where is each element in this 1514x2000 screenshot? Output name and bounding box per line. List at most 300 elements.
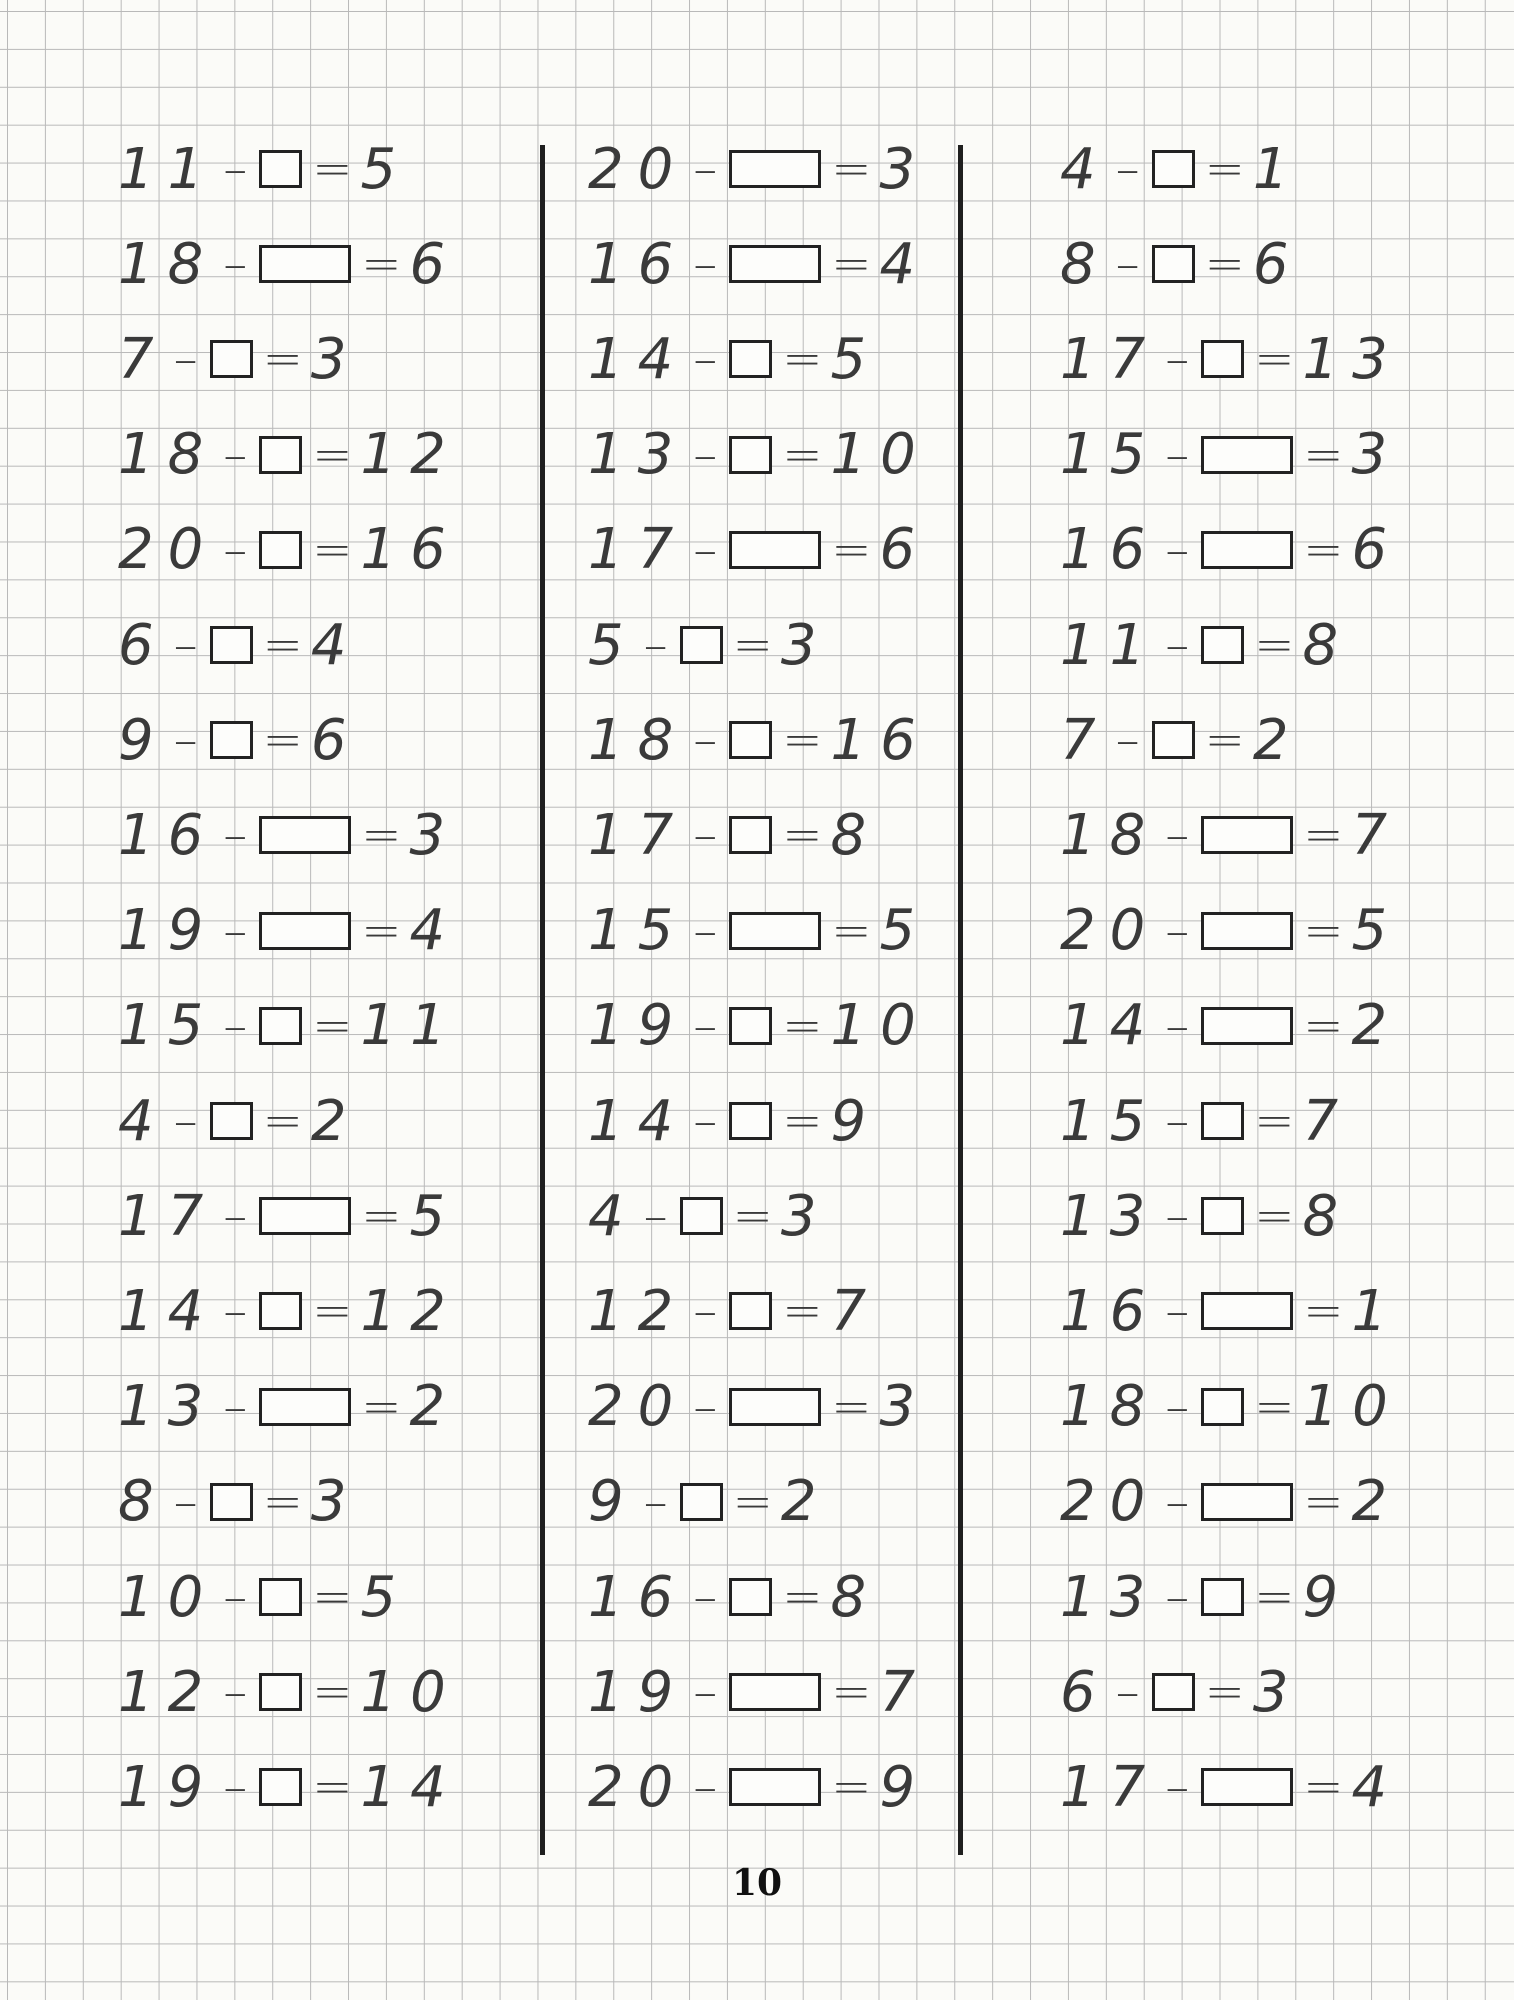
minuend: 13 bbox=[118, 1374, 218, 1440]
minus-sign: – bbox=[693, 807, 720, 864]
minus-sign: – bbox=[223, 521, 250, 578]
minus-sign: – bbox=[693, 426, 720, 483]
answer-box[interactable] bbox=[259, 1197, 351, 1235]
minus-sign: – bbox=[643, 1188, 670, 1245]
equation-row bbox=[588, 1565, 880, 1629]
equation-row bbox=[588, 1279, 880, 1343]
difference: 3 bbox=[780, 612, 831, 678]
minuend: 11 bbox=[1060, 612, 1160, 678]
difference: 2 bbox=[409, 1374, 460, 1440]
minuend: 9 bbox=[588, 1469, 638, 1535]
minuend: 18 bbox=[118, 422, 218, 488]
equals-sign: = bbox=[1254, 1378, 1297, 1435]
answer-box[interactable] bbox=[729, 340, 772, 378]
minuend: 13 bbox=[1060, 1564, 1160, 1630]
equation-row bbox=[118, 1470, 361, 1534]
minuend: 8 bbox=[1060, 231, 1110, 297]
minus-sign: – bbox=[223, 1759, 250, 1816]
minus-sign: – bbox=[223, 1283, 250, 1340]
equation-row bbox=[588, 1470, 831, 1534]
equation-row bbox=[588, 1660, 929, 1724]
equals-sign: = bbox=[1204, 1664, 1247, 1721]
equation-column-3 bbox=[1060, 0, 1514, 1860]
answer-box[interactable] bbox=[259, 1768, 302, 1806]
equals-sign: = bbox=[1204, 236, 1247, 293]
difference: 12 bbox=[360, 422, 460, 488]
answer-box[interactable] bbox=[259, 912, 351, 950]
minuend: 15 bbox=[1060, 422, 1160, 488]
minus-sign: – bbox=[1115, 141, 1142, 197]
minus-sign: – bbox=[223, 1188, 250, 1245]
difference: 3 bbox=[310, 1469, 361, 1535]
equals-sign: = bbox=[361, 807, 404, 864]
minus-sign: – bbox=[693, 331, 720, 388]
difference: 5 bbox=[1351, 898, 1402, 964]
minuend: 14 bbox=[588, 1088, 688, 1154]
minuend: 4 bbox=[1060, 136, 1110, 202]
equation-row bbox=[1060, 1565, 1352, 1629]
equals-sign: = bbox=[262, 331, 305, 388]
equation-row bbox=[1060, 423, 1401, 487]
minuend: 19 bbox=[118, 898, 218, 964]
answer-box[interactable] bbox=[729, 1292, 772, 1330]
answer-box[interactable] bbox=[210, 1102, 253, 1140]
minuend: 6 bbox=[118, 612, 168, 678]
minus-sign: – bbox=[643, 1473, 670, 1530]
equals-sign: = bbox=[1303, 521, 1346, 578]
minus-sign: – bbox=[1165, 902, 1192, 959]
minus-sign: – bbox=[1165, 1473, 1192, 1530]
answer-box[interactable] bbox=[259, 150, 302, 188]
minuend: 18 bbox=[588, 707, 688, 773]
difference: 3 bbox=[780, 1183, 831, 1249]
equation-row bbox=[588, 1184, 831, 1248]
minuend: 20 bbox=[1060, 1469, 1160, 1535]
page-number: 10 bbox=[731, 1862, 783, 1904]
equation-row bbox=[1060, 994, 1401, 1058]
equals-sign: = bbox=[312, 1664, 355, 1721]
minuend: 18 bbox=[118, 231, 218, 297]
equation-row bbox=[118, 518, 460, 582]
answer-box[interactable] bbox=[729, 531, 821, 569]
answer-box[interactable] bbox=[729, 1673, 821, 1711]
answer-box[interactable] bbox=[1201, 816, 1293, 854]
equals-sign: = bbox=[312, 426, 355, 483]
difference: 9 bbox=[830, 1088, 881, 1154]
difference: 7 bbox=[879, 1659, 930, 1725]
equation-row bbox=[588, 803, 880, 867]
equals-sign: = bbox=[262, 617, 305, 673]
equals-sign: = bbox=[1204, 141, 1247, 197]
difference: 9 bbox=[1302, 1564, 1353, 1630]
equation-row bbox=[1060, 327, 1402, 391]
minus-sign: – bbox=[173, 1093, 200, 1149]
answer-box[interactable] bbox=[729, 436, 772, 474]
minuend: 16 bbox=[588, 231, 688, 297]
answer-box[interactable] bbox=[1152, 721, 1195, 759]
equation-row bbox=[118, 137, 410, 201]
minuend: 7 bbox=[118, 326, 168, 392]
minus-sign: – bbox=[223, 997, 250, 1054]
answer-box[interactable] bbox=[1152, 1673, 1195, 1711]
minuend: 17 bbox=[118, 1183, 218, 1249]
equals-sign: = bbox=[831, 1378, 874, 1435]
minuend: 7 bbox=[1060, 707, 1110, 773]
difference: 8 bbox=[830, 1564, 881, 1630]
equals-sign: = bbox=[831, 902, 874, 959]
equals-sign: = bbox=[1204, 712, 1247, 769]
answer-box[interactable] bbox=[1201, 626, 1244, 664]
difference: 3 bbox=[409, 802, 460, 868]
difference: 2 bbox=[310, 1088, 361, 1154]
equals-sign: = bbox=[262, 712, 305, 769]
minuend: 12 bbox=[118, 1659, 218, 1725]
difference: 3 bbox=[310, 326, 361, 392]
minuend: 16 bbox=[1060, 1278, 1160, 1344]
equals-sign: = bbox=[782, 997, 825, 1054]
minus-sign: – bbox=[693, 902, 720, 959]
minuend: 10 bbox=[118, 1564, 218, 1630]
difference: 4 bbox=[310, 612, 361, 678]
minuend: 17 bbox=[588, 517, 688, 583]
difference: 3 bbox=[879, 1374, 930, 1440]
equation-row bbox=[1060, 1755, 1401, 1819]
equation-row bbox=[118, 232, 459, 296]
equation-column-1 bbox=[118, 0, 578, 1860]
minus-sign: – bbox=[173, 712, 200, 769]
minus-sign: – bbox=[1115, 236, 1142, 293]
minuend: 14 bbox=[1060, 993, 1160, 1059]
difference: 4 bbox=[1351, 1754, 1402, 1820]
equals-sign: = bbox=[782, 1283, 825, 1340]
minus-sign: – bbox=[173, 617, 200, 673]
equals-sign: = bbox=[312, 141, 355, 197]
answer-box[interactable] bbox=[259, 816, 351, 854]
minuend: 19 bbox=[588, 1659, 688, 1725]
equation-row bbox=[1060, 518, 1401, 582]
minus-sign: – bbox=[693, 997, 720, 1054]
answer-box[interactable] bbox=[1201, 912, 1293, 950]
equals-sign: = bbox=[732, 617, 775, 673]
minuend: 20 bbox=[118, 517, 218, 583]
difference: 6 bbox=[409, 231, 460, 297]
minus-sign: – bbox=[1165, 1378, 1192, 1435]
equation-row bbox=[1060, 232, 1303, 296]
equals-sign: = bbox=[831, 236, 874, 293]
answer-box[interactable] bbox=[1201, 1483, 1293, 1521]
equation-row bbox=[1060, 708, 1303, 772]
equals-sign: = bbox=[1254, 617, 1297, 673]
minuend: 15 bbox=[118, 993, 218, 1059]
answer-box[interactable] bbox=[259, 245, 351, 283]
difference: 1 bbox=[1351, 1278, 1402, 1344]
answer-box[interactable] bbox=[680, 626, 723, 664]
equals-sign: = bbox=[782, 712, 825, 769]
minus-sign: – bbox=[693, 141, 720, 197]
answer-box[interactable] bbox=[729, 912, 821, 950]
difference: 2 bbox=[1351, 993, 1402, 1059]
difference: 13 bbox=[1302, 326, 1402, 392]
answer-box[interactable] bbox=[210, 721, 253, 759]
minus-sign: – bbox=[1115, 712, 1142, 769]
difference: 5 bbox=[830, 326, 881, 392]
minuend: 16 bbox=[118, 802, 218, 868]
equals-sign: = bbox=[1254, 331, 1297, 388]
difference: 5 bbox=[409, 1183, 460, 1249]
equation-row bbox=[588, 613, 831, 677]
equation-row bbox=[1060, 1375, 1402, 1439]
equation-row bbox=[1060, 803, 1401, 867]
equation-row bbox=[118, 423, 460, 487]
equation-row bbox=[118, 1565, 410, 1629]
minus-sign: – bbox=[1115, 1664, 1142, 1721]
equals-sign: = bbox=[1303, 807, 1346, 864]
equation-row bbox=[1060, 137, 1303, 201]
answer-box[interactable] bbox=[259, 1578, 302, 1616]
equation-row bbox=[118, 327, 361, 391]
equals-sign: = bbox=[782, 331, 825, 388]
minuend: 20 bbox=[588, 136, 688, 202]
difference: 2 bbox=[780, 1469, 831, 1535]
answer-box[interactable] bbox=[680, 1483, 723, 1521]
answer-box[interactable] bbox=[1201, 340, 1244, 378]
answer-box[interactable] bbox=[259, 1007, 302, 1045]
answer-box[interactable] bbox=[1201, 531, 1293, 569]
equals-sign: = bbox=[732, 1188, 775, 1245]
difference: 3 bbox=[1252, 1659, 1303, 1725]
minus-sign: – bbox=[693, 1283, 720, 1340]
answer-box[interactable] bbox=[210, 1483, 253, 1521]
difference: 10 bbox=[830, 993, 930, 1059]
equals-sign: = bbox=[831, 141, 874, 197]
equals-sign: = bbox=[1303, 1473, 1346, 1530]
minuend: 15 bbox=[588, 898, 688, 964]
equation-row bbox=[118, 1660, 460, 1724]
equals-sign: = bbox=[1303, 902, 1346, 959]
minuend: 20 bbox=[588, 1374, 688, 1440]
answer-box[interactable] bbox=[680, 1197, 723, 1235]
answer-box[interactable] bbox=[210, 340, 253, 378]
column-divider-left bbox=[540, 145, 545, 1855]
answer-box[interactable] bbox=[729, 1768, 821, 1806]
equals-sign: = bbox=[1254, 1188, 1297, 1245]
minuend: 11 bbox=[118, 136, 218, 202]
minuend: 18 bbox=[1060, 1374, 1160, 1440]
minus-sign: – bbox=[223, 1664, 250, 1721]
difference: 8 bbox=[830, 802, 881, 868]
answer-box[interactable] bbox=[259, 531, 302, 569]
minus-sign: – bbox=[693, 712, 720, 769]
equation-row bbox=[118, 803, 459, 867]
minuend: 16 bbox=[588, 1564, 688, 1630]
equation-row bbox=[588, 1375, 929, 1439]
minus-sign: – bbox=[693, 236, 720, 293]
answer-box[interactable] bbox=[729, 150, 821, 188]
answer-box[interactable] bbox=[1201, 1007, 1293, 1045]
minus-sign: – bbox=[693, 521, 720, 578]
equation-row bbox=[1060, 1470, 1401, 1534]
answer-box[interactable] bbox=[1201, 436, 1293, 474]
difference: 8 bbox=[1302, 1183, 1353, 1249]
equation-row bbox=[118, 1755, 460, 1819]
minus-sign: – bbox=[173, 331, 200, 388]
minuend: 14 bbox=[588, 326, 688, 392]
minuend: 5 bbox=[588, 612, 638, 678]
minuend: 8 bbox=[118, 1469, 168, 1535]
equals-sign: = bbox=[1303, 997, 1346, 1054]
minuend: 13 bbox=[588, 422, 688, 488]
equals-sign: = bbox=[262, 1093, 305, 1149]
equation-row bbox=[588, 1755, 929, 1819]
answer-box[interactable] bbox=[729, 245, 821, 283]
difference: 5 bbox=[879, 898, 930, 964]
minus-sign: – bbox=[1165, 521, 1192, 578]
equals-sign: = bbox=[361, 902, 404, 959]
equation-row bbox=[1060, 1660, 1303, 1724]
minuend: 17 bbox=[588, 802, 688, 868]
equation-row bbox=[588, 1089, 880, 1153]
minus-sign: – bbox=[223, 236, 250, 293]
answer-box[interactable] bbox=[1201, 1197, 1244, 1235]
minuend: 16 bbox=[1060, 517, 1160, 583]
difference: 6 bbox=[1351, 517, 1402, 583]
difference: 3 bbox=[1351, 422, 1402, 488]
equation-row bbox=[588, 708, 930, 772]
equation-row bbox=[588, 423, 930, 487]
minus-sign: – bbox=[1165, 997, 1192, 1054]
equation-row bbox=[118, 1089, 361, 1153]
minuend: 17 bbox=[1060, 326, 1160, 392]
minus-sign: – bbox=[693, 1759, 720, 1816]
minuend: 20 bbox=[588, 1754, 688, 1820]
equals-sign: = bbox=[361, 1188, 404, 1245]
equation-row bbox=[118, 1184, 459, 1248]
answer-box[interactable] bbox=[729, 1388, 821, 1426]
answer-box[interactable] bbox=[729, 1007, 772, 1045]
minus-sign: – bbox=[1165, 1759, 1192, 1816]
equals-sign: = bbox=[312, 1283, 355, 1340]
equation-row bbox=[118, 1279, 460, 1343]
equals-sign: = bbox=[1254, 1569, 1297, 1625]
minuend: 6 bbox=[1060, 1659, 1110, 1725]
equals-sign: = bbox=[782, 807, 825, 864]
equals-sign: = bbox=[782, 1569, 825, 1625]
minuend: 19 bbox=[588, 993, 688, 1059]
difference: 9 bbox=[879, 1754, 930, 1820]
difference: 7 bbox=[1351, 802, 1402, 868]
difference: 6 bbox=[879, 517, 930, 583]
answer-box[interactable] bbox=[210, 626, 253, 664]
equals-sign: = bbox=[361, 236, 404, 293]
minus-sign: – bbox=[693, 1569, 720, 1625]
minus-sign: – bbox=[1165, 1093, 1192, 1149]
equals-sign: = bbox=[831, 521, 874, 578]
minus-sign: – bbox=[223, 807, 250, 864]
difference: 10 bbox=[360, 1659, 460, 1725]
minus-sign: – bbox=[1165, 1283, 1192, 1340]
equals-sign: = bbox=[732, 1473, 775, 1530]
equation-row bbox=[1060, 1184, 1352, 1248]
minus-sign: – bbox=[1165, 807, 1192, 864]
minus-sign: – bbox=[693, 1378, 720, 1435]
answer-box[interactable] bbox=[729, 721, 772, 759]
minus-sign: – bbox=[1165, 426, 1192, 483]
minus-sign: – bbox=[1165, 1188, 1192, 1245]
minuend: 20 bbox=[1060, 898, 1160, 964]
equals-sign: = bbox=[312, 1569, 355, 1625]
difference: 6 bbox=[310, 707, 361, 773]
minuend: 15 bbox=[1060, 1088, 1160, 1154]
equation-row bbox=[588, 899, 929, 963]
answer-box[interactable] bbox=[1201, 1292, 1293, 1330]
difference: 5 bbox=[360, 1564, 411, 1630]
minuend: 17 bbox=[1060, 1754, 1160, 1820]
equation-row bbox=[1060, 613, 1352, 677]
minus-sign: – bbox=[223, 1378, 250, 1435]
minus-sign: – bbox=[223, 426, 250, 483]
answer-box[interactable] bbox=[259, 436, 302, 474]
answer-box[interactable] bbox=[259, 1388, 351, 1426]
minus-sign: – bbox=[223, 141, 250, 197]
difference: 14 bbox=[360, 1754, 460, 1820]
equals-sign: = bbox=[1303, 1283, 1346, 1340]
minuend: 12 bbox=[588, 1278, 688, 1344]
equation-row bbox=[588, 232, 929, 296]
answer-box[interactable] bbox=[1201, 1102, 1244, 1140]
difference: 10 bbox=[830, 422, 930, 488]
answer-box[interactable] bbox=[1152, 245, 1195, 283]
difference: 4 bbox=[879, 231, 930, 297]
equals-sign: = bbox=[782, 426, 825, 483]
answer-box[interactable] bbox=[1152, 150, 1195, 188]
minus-sign: – bbox=[1165, 1569, 1192, 1625]
answer-box[interactable] bbox=[259, 1673, 302, 1711]
difference: 12 bbox=[360, 1278, 460, 1344]
difference: 11 bbox=[360, 993, 460, 1059]
answer-box[interactable] bbox=[729, 1102, 772, 1140]
equals-sign: = bbox=[312, 521, 355, 578]
equation-row bbox=[588, 137, 929, 201]
minuend: 19 bbox=[118, 1754, 218, 1820]
minus-sign: – bbox=[223, 902, 250, 959]
minus-sign: – bbox=[1165, 331, 1192, 388]
difference: 7 bbox=[1302, 1088, 1353, 1154]
equation-row bbox=[118, 899, 459, 963]
answer-box[interactable] bbox=[259, 1292, 302, 1330]
answer-box[interactable] bbox=[1201, 1768, 1293, 1806]
equals-sign: = bbox=[361, 1378, 404, 1435]
column-divider-right bbox=[958, 145, 963, 1855]
minuend: 18 bbox=[1060, 802, 1160, 868]
difference: 1 bbox=[1252, 136, 1303, 202]
equation-row bbox=[1060, 899, 1401, 963]
minus-sign: – bbox=[173, 1473, 200, 1530]
difference: 4 bbox=[409, 898, 460, 964]
answer-box[interactable] bbox=[729, 816, 772, 854]
answer-box[interactable] bbox=[729, 1578, 772, 1616]
minus-sign: – bbox=[223, 1569, 250, 1625]
answer-box[interactable] bbox=[1201, 1388, 1244, 1426]
difference: 2 bbox=[1351, 1469, 1402, 1535]
answer-box[interactable] bbox=[1201, 1578, 1244, 1616]
minus-sign: – bbox=[693, 1093, 720, 1149]
equals-sign: = bbox=[831, 1664, 874, 1721]
minus-sign: – bbox=[693, 1664, 720, 1721]
equals-sign: = bbox=[1254, 1093, 1297, 1149]
equals-sign: = bbox=[312, 1759, 355, 1816]
equation-row bbox=[588, 994, 930, 1058]
difference: 16 bbox=[360, 517, 460, 583]
